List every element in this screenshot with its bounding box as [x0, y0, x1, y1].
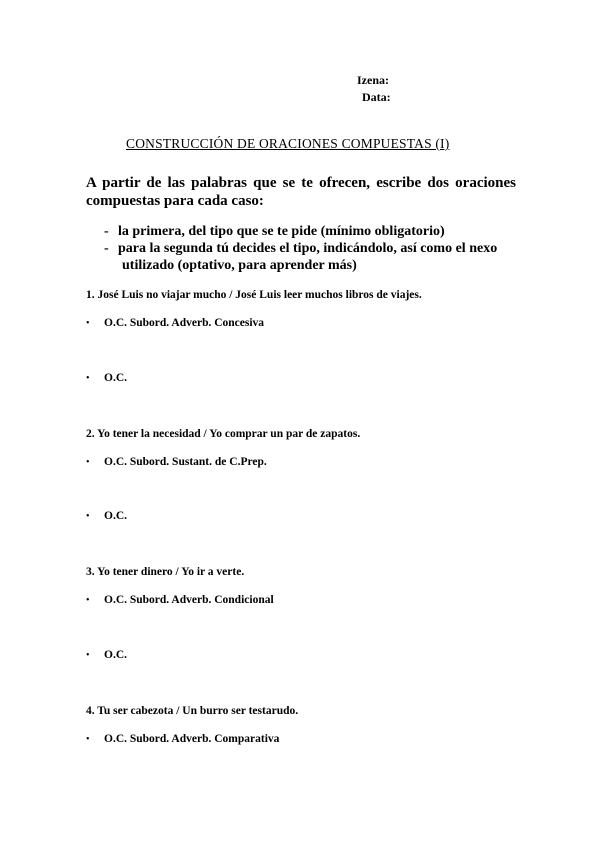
exercise-1-bullet-2: O.C.: [104, 372, 127, 384]
dash-marker: -: [104, 241, 109, 256]
exercise-prompt-4: 4. Tu ser cabezota / Un burro ser testarudo.: [86, 705, 299, 717]
page-title: CONSTRUCCIÓN DE ORACIONES COMPUESTAS (I): [126, 136, 450, 151]
dash-marker: -: [104, 224, 109, 239]
bullet-icon: •: [86, 734, 90, 745]
exercise-3-bullet-2: O.C.: [104, 649, 127, 661]
bullet-icon: •: [86, 318, 90, 329]
intro-line-2: compuestas para cada caso:: [86, 193, 264, 209]
exercise-2-bullet-1: O.C. Subord. Sustant. de C.Prep.: [104, 456, 267, 468]
data-label: Data:: [362, 90, 391, 104]
exercise-prompt-3: 3. Yo tener dinero / Yo ir a verte.: [86, 566, 245, 578]
intro-line-1: A partir de las palabras que se te ofrecen, escribe dos oraciones: [86, 175, 516, 191]
bullet-icon: •: [86, 650, 90, 661]
exercise-2-bullet-2: O.C.: [104, 510, 127, 522]
dash-list-item: [104, 240, 497, 257]
izena-label: Izena:: [357, 73, 389, 87]
dash-item-continuation: utilizado (optativo, para aprender más): [122, 258, 357, 273]
dash-item-text: para la segunda tú decides el tipo, indicándolo, así como el nexo: [118, 241, 498, 256]
bullet-icon: •: [86, 511, 90, 522]
exercise-3-bullet-1: O.C. Subord. Adverb. Condicional: [104, 594, 274, 606]
dash-item-text: la primera, del tipo que se te pide (mínimo obligatorio): [118, 224, 445, 239]
bullet-icon: •: [86, 457, 90, 468]
bullet-icon: •: [86, 595, 90, 606]
dash-list-item: [104, 223, 445, 240]
bullet-icon: •: [86, 373, 90, 384]
exercise-1-bullet-1: O.C. Subord. Adverb. Concesiva: [104, 317, 265, 329]
exercise-4-bullet-1: O.C. Subord. Adverb. Comparativa: [104, 733, 280, 745]
exercise-prompt-2: 2. Yo tener la necesidad / Yo comprar un par de zapatos.: [86, 428, 361, 440]
exercise-prompt-1: 1. José Luis no viajar mucho / José Luis leer muchos libros de viajes.: [86, 289, 422, 301]
